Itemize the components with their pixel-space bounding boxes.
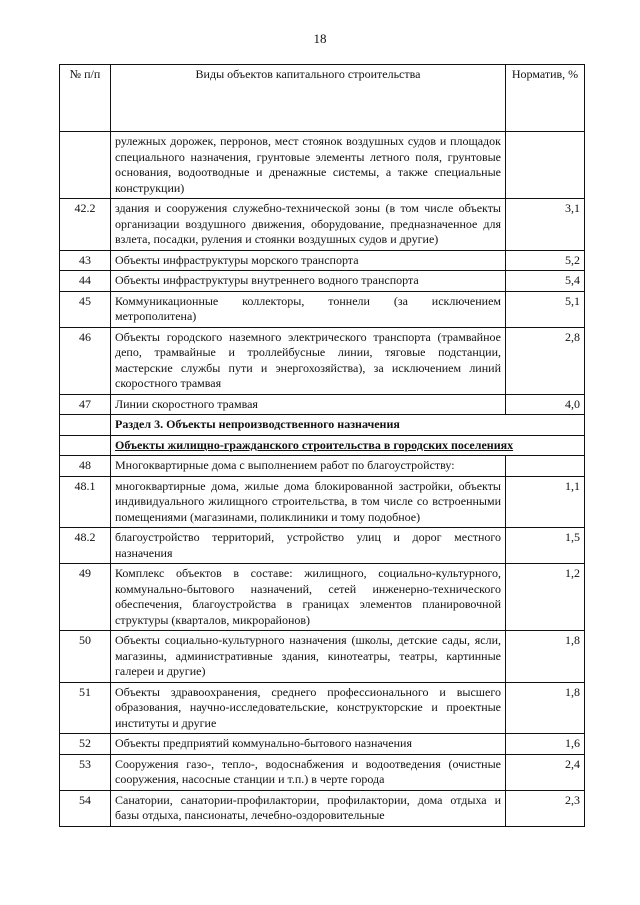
- table-row: [60, 734, 585, 755]
- header-norm: Норматив, %: [506, 65, 585, 132]
- header-object-types: Виды объектов капитального строительства: [111, 65, 506, 132]
- row-norm-value: 2,4: [506, 754, 585, 790]
- row-number: 48.2: [60, 528, 111, 564]
- row-object-type: Объекты инфраструктуры морского транспорта: [111, 250, 506, 271]
- row-norm-value: 3,1: [506, 199, 585, 251]
- row-object-type: Объекты предприятий коммунально-бытового назначения: [111, 734, 506, 755]
- row-number: 44: [60, 271, 111, 292]
- row-norm-value: 1,8: [506, 631, 585, 683]
- header-number: № п/п: [60, 65, 111, 132]
- section-title: [60, 415, 585, 436]
- row-object-type: благоустройство территорий, устройство улиц и дорог местного назначения: [111, 528, 506, 564]
- row-object-type: Объекты инфраструктуры внутреннего водного транспорта: [111, 271, 506, 292]
- table-row: [60, 754, 585, 790]
- row-object-type: Коммуникационные коллекторы, тоннели (за исключением метрополитена): [111, 291, 506, 327]
- row-norm-value: 1,5: [506, 528, 585, 564]
- row-object-type: Многоквартирные дома с выполнением работ по благоустройству:: [111, 456, 506, 477]
- row-object-type: многоквартирные дома, жилые дома блокированной застройки, объекты индивидуального жилищного строительства, в том числе со встроенными помещениями (магазинами, поликлиники и тому подобное): [111, 476, 506, 528]
- row-number: 53: [60, 754, 111, 790]
- table-row: [60, 327, 585, 394]
- table-row: [60, 456, 585, 477]
- row-number: [60, 132, 111, 199]
- row-norm-value: 1,6: [506, 734, 585, 755]
- row-number: 50: [60, 631, 111, 683]
- table-row: [60, 250, 585, 271]
- row-number: 52: [60, 734, 111, 755]
- table-row: [60, 682, 585, 734]
- standards-table: [59, 64, 585, 827]
- row-object-type: Линии скоростного трамвая: [111, 394, 506, 415]
- row-norm-value: 1,8: [506, 682, 585, 734]
- row-norm-value: 1,1: [506, 476, 585, 528]
- table-row: [60, 394, 585, 415]
- subsection-title-text: Объекты жилищно-гражданского строительства в городских поселениях: [111, 435, 585, 456]
- row-object-type: Комплекс объектов в составе: жилищного, социально-культурного, коммунально-бытового назначений, сетей инженерно-технического обеспечения, благоустройства в границах элементов планировочной структуры (кварталов, микрорайонов): [111, 564, 506, 631]
- table-row: [60, 271, 585, 292]
- row-norm-value: 2,8: [506, 327, 585, 394]
- row-norm-value: 2,3: [506, 790, 585, 826]
- table-header-row: [60, 65, 585, 132]
- row-object-type: Объекты социально-культурного назначения (школы, детские сады, ясли, магазины, административные здания, кинотеатры, театры, картинные галереи и другие): [111, 631, 506, 683]
- table-row: [60, 528, 585, 564]
- table-row: [60, 564, 585, 631]
- empty-cell: [60, 435, 111, 456]
- row-number: 51: [60, 682, 111, 734]
- row-object-type: рулежных дорожек, перронов, мест стоянок воздушных судов и площадок специального назначения, грунтовые элементы летного поля, грунтовые основания, водоотводные и дренажные системы, а также специальные конструкции): [111, 132, 506, 199]
- row-norm-value: [506, 456, 585, 477]
- row-norm-value: 1,2: [506, 564, 585, 631]
- row-number: 48.1: [60, 476, 111, 528]
- row-number: 48: [60, 456, 111, 477]
- table-row: [60, 631, 585, 683]
- empty-cell: [60, 415, 111, 436]
- subsection-title: [60, 435, 585, 456]
- row-norm-value: [506, 132, 585, 199]
- row-number: 43: [60, 250, 111, 271]
- row-object-type: Сооружения газо-, тепло-, водоснабжения и водоотведения (очистные сооружения, насосные станции и т.п.) в черте города: [111, 754, 506, 790]
- table-row: [60, 132, 585, 199]
- row-number: 46: [60, 327, 111, 394]
- row-number: 42.2: [60, 199, 111, 251]
- page-number: 18: [313, 31, 327, 46]
- row-number: 54: [60, 790, 111, 826]
- row-object-type: Объекты городского наземного электрического транспорта (трамвайное депо, трамвайные и троллейбусные линии, тяговые подстанции, мастерские службы пути и энергохозяйства), за исключением линий скоростного трамвая: [111, 327, 506, 394]
- row-number: 45: [60, 291, 111, 327]
- row-number: 49: [60, 564, 111, 631]
- row-norm-value: 4,0: [506, 394, 585, 415]
- row-object-type: Объекты здравоохранения, среднего профессионального и высшего образования, научно-исследовательские, конструкторские и проектные институты и другие: [111, 682, 506, 734]
- row-object-type: Санатории, санатории-профилактории, профилактории, дома отдыха и базы отдыха, пансионаты, лечебно-оздоровительные: [111, 790, 506, 826]
- table-row: [60, 199, 585, 251]
- table-row: [60, 476, 585, 528]
- row-object-type: здания и сооружения служебно-технической зоны (в том числе объекты организации воздушного движения, оборудование, предназначенное для взлета, посадки, руления и стоянки воздушных судов и другие): [111, 199, 506, 251]
- section-title-text: Раздел 3. Объекты непроизводственного назначения: [111, 415, 585, 436]
- row-norm-value: 5,4: [506, 271, 585, 292]
- row-number: 47: [60, 394, 111, 415]
- row-norm-value: 5,1: [506, 291, 585, 327]
- table-row: [60, 790, 585, 826]
- row-norm-value: 5,2: [506, 250, 585, 271]
- table-row: [60, 291, 585, 327]
